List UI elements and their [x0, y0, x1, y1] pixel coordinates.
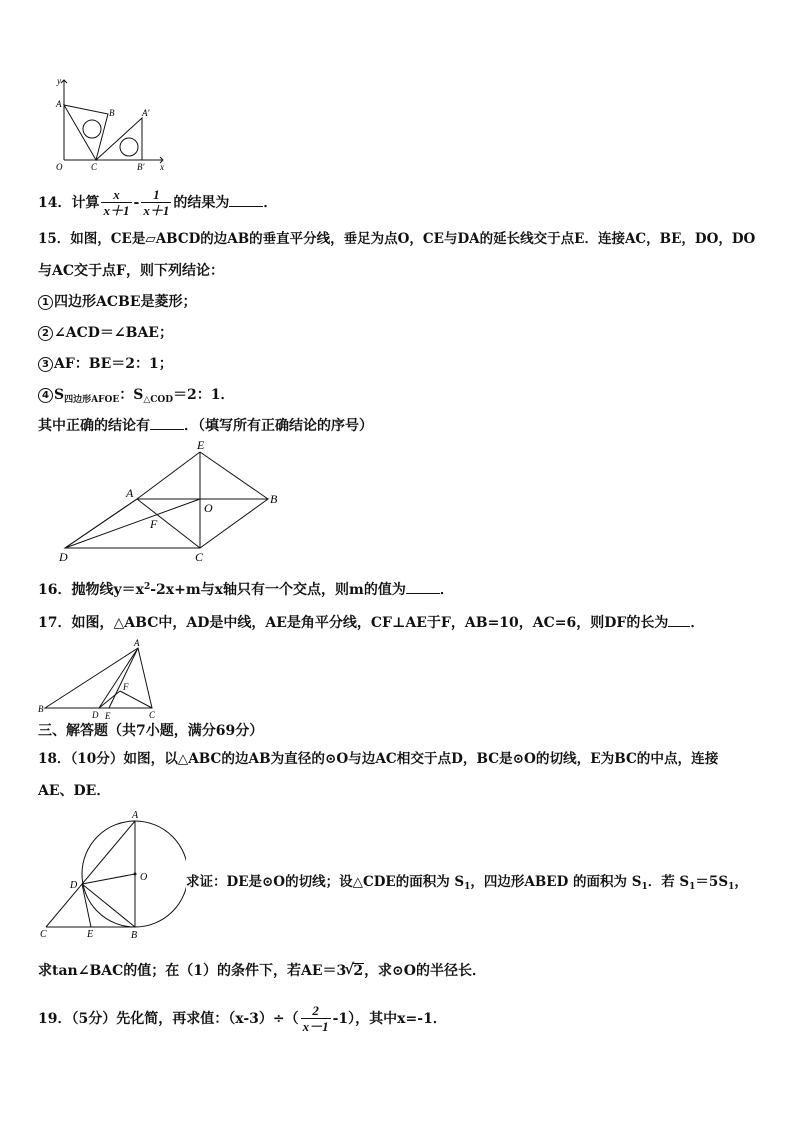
q18-line-1: 18．（10分）如图，以△ABC的边AB为直径的⊙O与边AC相交于点D，BC是⊙O的切线，E为BC的中点，连接: [38, 751, 719, 767]
q14-text-after: 的结果为: [173, 195, 230, 211]
fig3-label-e: E: [105, 711, 111, 721]
fig1-label-b-prime: B′: [137, 162, 145, 172]
q16-text-before: 16．抛物线y＝x: [38, 582, 144, 598]
q15-line-1: 15．如图，CE是▱ABCD的边AB的垂直平分线，垂足为点O，CE与DA的延长线交于点E．连接AC，BE，DO，DO: [38, 231, 756, 247]
figure-4-circle: [36, 808, 186, 943]
q14-text-before: 计算: [71, 195, 100, 211]
fig4-label-e: E: [87, 929, 94, 940]
fig1-label-c: C: [91, 162, 98, 172]
q15-option-2-mark: 2: [38, 326, 53, 341]
q19-frac-numerator: 2: [312, 1003, 319, 1018]
fig1-label-a-prime: A′: [142, 108, 150, 118]
q18-line4-after: ，求⊙O的半径长．: [364, 963, 486, 979]
fig2-label-b: B: [270, 492, 278, 506]
q19-fraction: [301, 1004, 331, 1034]
q19-frac-denominator: x－1: [302, 1019, 329, 1034]
fig3-label-d: D: [92, 710, 99, 720]
q15-line-2: 与AC交于点F，则下列结论：: [38, 263, 224, 279]
q15-option-3: [38, 355, 173, 373]
q15-ask-before: 其中正确的结论有: [38, 418, 150, 434]
q18-side-d: ＝5S: [695, 874, 729, 890]
fig1-label-x: x: [160, 162, 164, 172]
q15-option-4-end: ＝2：1．: [173, 387, 235, 403]
fig2-label-e: E: [197, 440, 205, 452]
q16-answer-blank: [406, 581, 440, 594]
q15-ask-after: ．（填写所有正确结论的序号）: [184, 418, 373, 434]
q18-side-e: ，: [734, 874, 748, 890]
q18-side-b: ，四边形ABED 的面积为 S: [470, 874, 642, 890]
q16-text-after: -2x+m与x轴只有一个交点，则m的值为: [150, 582, 406, 598]
fig4-label-d: D: [70, 880, 78, 891]
fig3-label-a: A: [134, 638, 140, 648]
section-3-heading: 三、解答题（共7小题，满分69分）: [38, 723, 264, 739]
q17-text: 17．如图，△ABC中，AD是中线，AE是角平分线，CF⊥AE于F，AB=10，AC=6，则DF的长为: [38, 615, 669, 631]
fig4-label-c: C: [40, 929, 47, 940]
q18-line-2: AE、DE．: [38, 783, 111, 799]
q15-option-4-sub2: △COD: [143, 395, 174, 405]
q15-option-4-mid: ：S: [119, 387, 144, 403]
q18-side-text: [186, 870, 748, 892]
q14-frac2-denominator: x＋1: [143, 203, 170, 218]
figure-3-triangle: [35, 636, 170, 721]
q18-side-sub2: 1: [641, 882, 648, 892]
fig3-label-b: B: [38, 704, 44, 714]
fig1-label-b: B: [109, 108, 115, 118]
q15-ask: [38, 417, 373, 435]
q18-side-sub1: 1: [464, 882, 471, 892]
fig3-label-f: F: [123, 682, 129, 692]
q14-frac1-denominator: x＋1: [103, 203, 130, 218]
fig4-label-o: O: [140, 872, 148, 883]
question-16: [38, 578, 454, 599]
q14-number: 14．: [38, 195, 72, 211]
q14-end: ．: [263, 195, 278, 211]
question-19: [38, 1004, 447, 1034]
q15-option-4-mark: 4: [38, 388, 53, 403]
q18-side-sub3: 1: [689, 882, 696, 892]
fig4-label-b: B: [131, 930, 138, 941]
q15-option-3-mark: 3: [38, 357, 53, 372]
q18-sqrt: √ 2: [352, 963, 364, 978]
q15-option-1: [38, 293, 197, 311]
q15-option-4-sub1: 四边形AFOE: [64, 395, 120, 405]
q15-option-1-mark: 1: [38, 295, 53, 310]
fig4-label-a: A: [132, 810, 139, 821]
q18-line-4: [38, 962, 486, 980]
q15-option-4: [38, 386, 235, 409]
fig3-label-c: C: [149, 710, 156, 720]
fig2-label-d: D: [59, 550, 68, 564]
fig1-label-a: A: [56, 99, 62, 109]
q17-end: ．: [690, 615, 705, 631]
fig2-label-a: A: [126, 486, 134, 500]
question-17: [38, 614, 704, 632]
q15-option-3-text: AF：BE＝2：1；: [54, 356, 173, 372]
q15-option-2: [38, 324, 173, 342]
question-14: [38, 188, 277, 218]
q15-option-2-text: ∠ACD＝∠BAE；: [54, 325, 173, 341]
q18-line4-before: 求tan∠BAC的值；在（1）的条件下，若AE＝3: [38, 963, 347, 979]
fig1-label-y: y: [57, 76, 61, 86]
q16-superscript: 2: [143, 582, 151, 592]
fig2-label-c: C: [195, 550, 204, 564]
q17-answer-blank: [668, 614, 690, 627]
q18-side-sub4: 1: [728, 882, 735, 892]
q14-answer-blank: [229, 194, 263, 207]
figure-1-triangles: [50, 74, 170, 174]
figure-2-parallelogram: [55, 440, 295, 565]
q18-side-a: 求证：DE是⊙O的切线；设△CDE的面积为 S: [186, 874, 465, 890]
q15-answer-blank: [150, 417, 184, 430]
q14-frac1-numerator: x: [113, 187, 120, 202]
q18-side-c: ．若 S: [647, 874, 690, 890]
q14-minus: -: [133, 195, 140, 211]
q15-option-1-text: 四边形ACBE是菱形；: [54, 294, 197, 310]
q19-text-before: 19．（5分）先化简，再求值：（x-3）÷（: [38, 1011, 299, 1027]
q16-end: ．: [439, 582, 454, 598]
q14-fraction-2: [141, 188, 171, 218]
fig1-label-o: O: [56, 162, 63, 172]
fig2-label-f: F: [150, 517, 158, 531]
q19-text-after: -1），其中x=-1．: [332, 1011, 447, 1027]
q14-frac2-numerator: 1: [153, 187, 160, 202]
fig2-label-o: O: [204, 501, 213, 515]
q14-fraction-1: [101, 188, 131, 218]
q15-option-4-s: S: [54, 387, 65, 403]
